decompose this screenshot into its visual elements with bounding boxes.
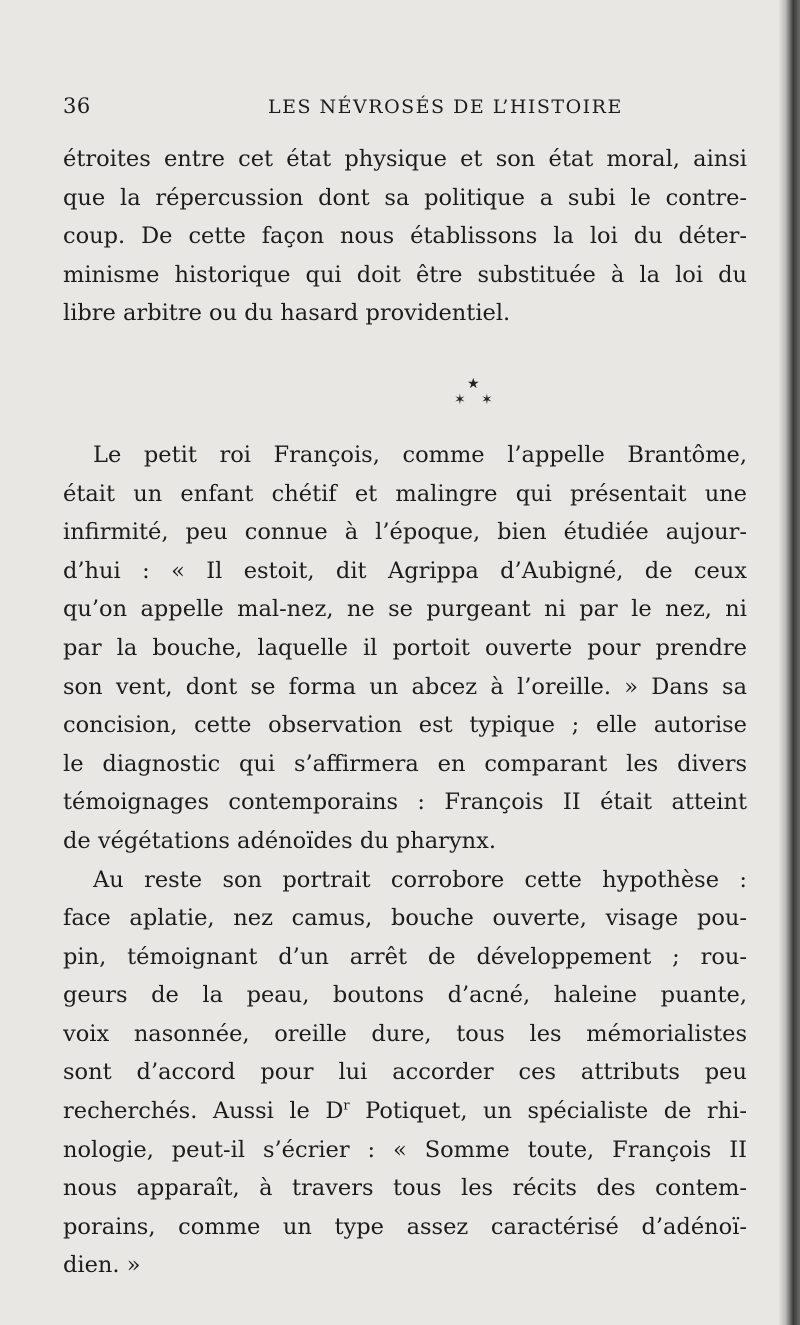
separator-star-top: ★	[467, 375, 480, 392]
text-line: Le petit roi François, comme l’appelle Brantôme,	[93, 441, 747, 468]
text-line: dien. »	[63, 1252, 141, 1279]
text-line: témoignages contemporains : François II était atteint	[63, 789, 747, 816]
body-text	[63, 140, 747, 1285]
text-line: sont d’accord pour lui accorder ces attributs peu	[63, 1059, 747, 1086]
running-title: LES NÉVROSÉS DE L’HISTOIRE	[268, 96, 623, 118]
separator-star-right: ✶	[481, 391, 493, 408]
text-line: minisme historique qui doit être substituée à la loi du	[63, 261, 747, 288]
text-line: pin, témoignant d’un arrêt de développement ; rou-	[63, 943, 747, 970]
text-line: était un enfant chétif et malingre qui présentait une	[63, 480, 747, 507]
text-line: de végétations adénoïdes du pharynx.	[63, 827, 496, 854]
text-line: étroites entre cet état physique et son état moral, ainsi	[63, 146, 747, 172]
running-header	[63, 90, 743, 126]
separator-star-left: ✶	[454, 391, 466, 408]
page-number: 36	[63, 94, 91, 118]
text-line: d’hui : « Il estoit, dit Agrippa d’Aubigné, de ceux	[63, 557, 747, 584]
paragraph-1	[63, 140, 747, 333]
text-line: libre arbitre ou du hasard providentiel.	[63, 300, 511, 327]
text-line: le diagnostic qui s’affirmera en comparant les divers	[63, 750, 747, 777]
paragraph-3	[63, 861, 747, 1286]
text-line: son vent, dont se forma un abcez à l’oreille. » Dans sa	[63, 673, 747, 700]
text-line: concision, cette observation est typique ; elle autorise	[63, 712, 747, 739]
text-line: geurs de la peau, boutons d’acné, haleine puante,	[63, 982, 747, 1009]
text-line: coup. De cette façon nous établissons la loi du déter-	[63, 223, 747, 250]
text-line: par la bouche, laquelle il portoit ouverte pour prendre	[63, 634, 747, 661]
paragraph-2	[63, 436, 747, 861]
text-line: nologie, peut-il s’écrier : « Somme toute, François II	[63, 1136, 747, 1163]
text-segment: recherchés. Aussi le D	[63, 1098, 344, 1125]
text-line: nous apparaît, à travers tous les récits des contem-	[63, 1175, 747, 1202]
text-line: que la répercussion dont sa politique a subi le contre-	[63, 184, 747, 211]
text-line: porains, comme un type assez caractérisé d’adénoï-	[63, 1213, 747, 1240]
text-line: infirmité, peu connue à l’époque, bien étudiée aujour-	[63, 519, 747, 546]
superscript: r	[343, 1098, 350, 1114]
text-line: Au reste son portrait corrobore cette hypothèse :	[93, 866, 747, 893]
text-segment: Potiquet, un spécialiste de rhi-	[349, 1098, 747, 1125]
text-line: face aplatie, nez camus, bouche ouverte, visage pou-	[63, 905, 747, 932]
text-line: voix nasonnée, oreille dure, tous les mémorialistes	[63, 1020, 747, 1047]
page-edge-shadow	[778, 0, 800, 1325]
text-line: qu’on appelle mal-nez, ne se purgeant ni par le nez, ni	[63, 596, 747, 623]
text-line	[63, 1092, 747, 1131]
section-separator	[63, 333, 747, 436]
